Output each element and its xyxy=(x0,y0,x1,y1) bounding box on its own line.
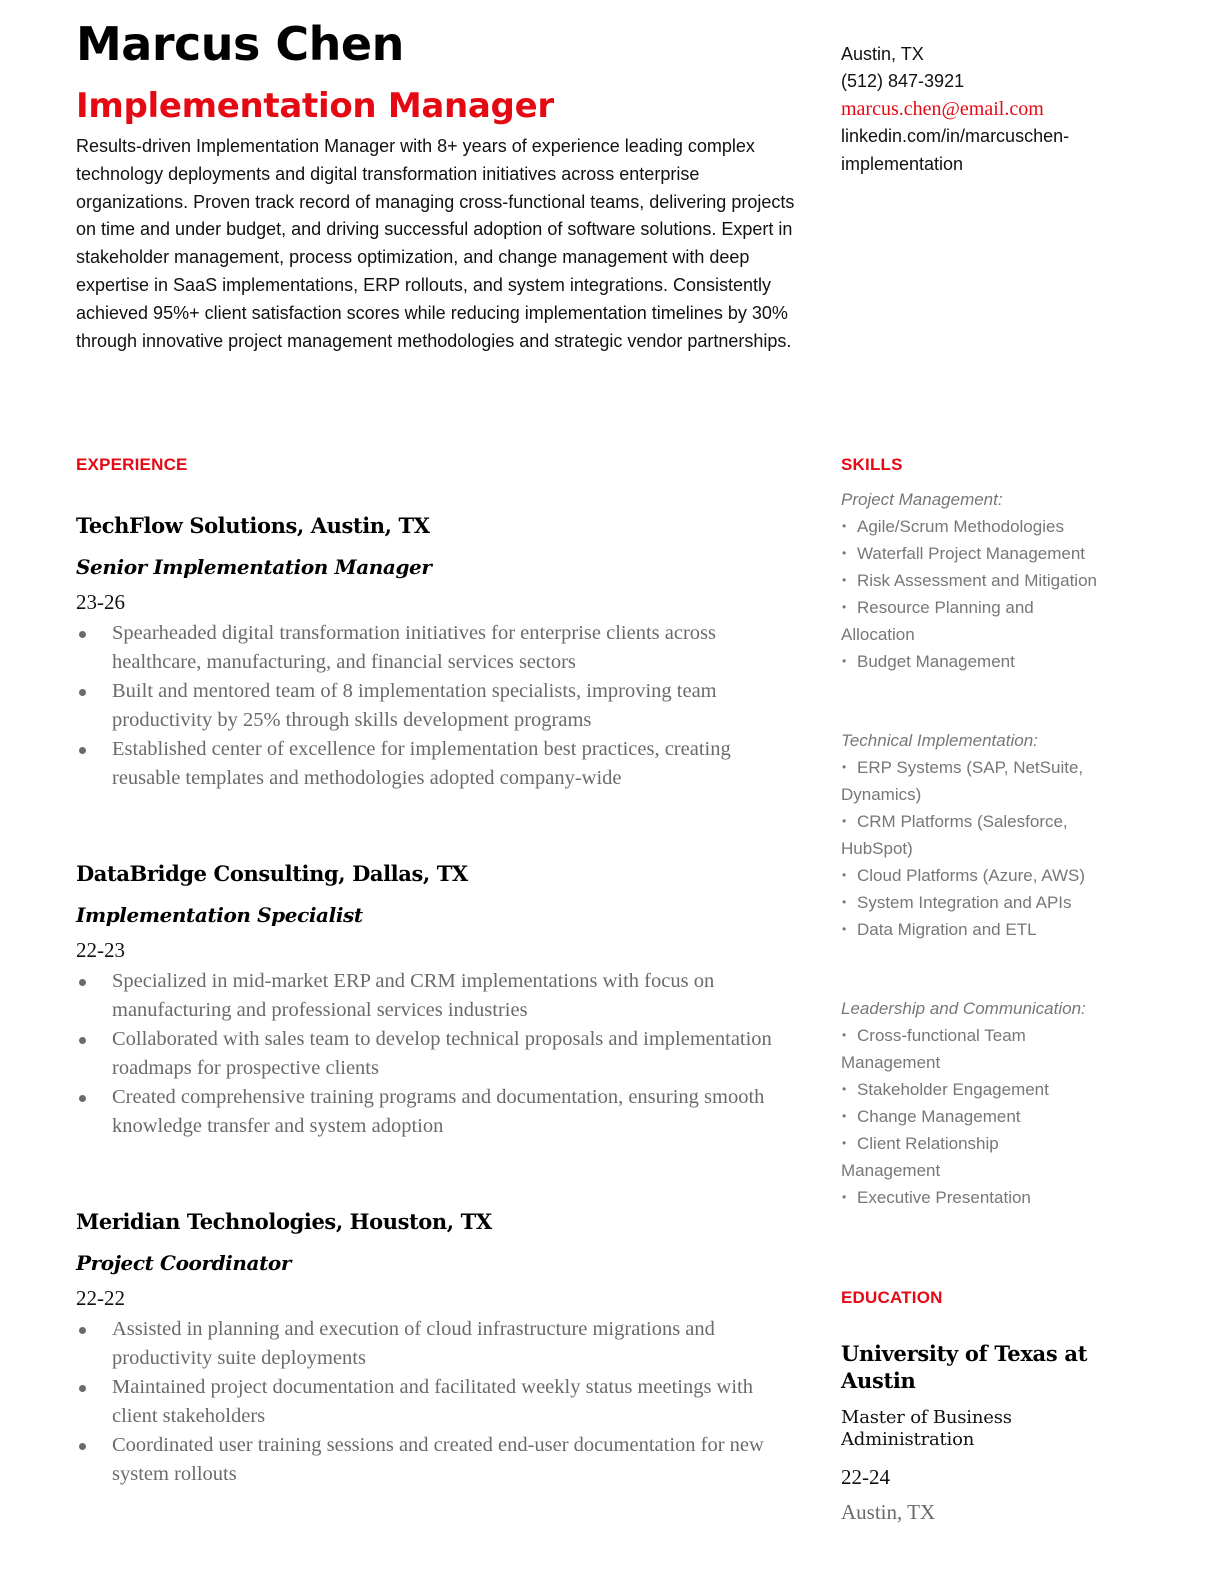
skill-text: Client Relationship Management xyxy=(841,1134,999,1180)
job-bullets xyxy=(76,619,796,793)
bullet-icon: • xyxy=(842,814,847,828)
bullet-text: Established center of excellence for implementation best practices, creating reusable templates and methodologies adopted company-wide xyxy=(112,738,731,789)
skills-category: Leadership and Communication: xyxy=(841,999,1086,1018)
job-bullet xyxy=(76,967,796,1025)
skill-item xyxy=(841,1076,1131,1103)
skill-item xyxy=(841,754,1091,808)
experience-entry xyxy=(76,1207,796,1489)
skill-item xyxy=(841,862,1131,889)
bullet-dot-icon xyxy=(79,689,86,696)
bullet-icon: • xyxy=(842,600,847,614)
skill-item xyxy=(841,1130,1021,1184)
education-location: Austin, TX xyxy=(841,1500,936,1524)
candidate-title: Implementation Manager xyxy=(76,86,554,126)
bullet-icon: • xyxy=(842,519,847,533)
job-bullet xyxy=(76,619,796,677)
contact-block xyxy=(841,41,1141,178)
skills-group-technical-implementation xyxy=(841,727,1131,943)
skill-text: Agile/Scrum Methodologies xyxy=(857,517,1064,536)
skills-group-leadership xyxy=(841,995,1131,1211)
job-bullet xyxy=(76,1315,796,1373)
bullet-icon: • xyxy=(842,654,847,668)
job-bullet xyxy=(76,1431,796,1489)
bullet-dot-icon xyxy=(79,1443,86,1450)
experience-entry xyxy=(76,859,796,1141)
bullet-dot-icon xyxy=(79,1037,86,1044)
skill-text: Risk Assessment and Mitigation xyxy=(857,571,1097,590)
job-role: Implementation Specialist xyxy=(76,903,363,927)
bullet-icon: • xyxy=(842,1136,847,1150)
contact-email-link[interactable]: marcus.chen@email.com xyxy=(841,97,1044,120)
bullet-icon: • xyxy=(842,922,847,936)
skills-group-project-management xyxy=(841,486,1131,675)
skill-text: Data Migration and ETL xyxy=(857,920,1037,939)
bullet-icon: • xyxy=(842,1109,847,1123)
company-name: Meridian Technologies, Houston, TX xyxy=(76,1209,492,1234)
skills-category: Technical Implementation: xyxy=(841,731,1038,750)
skill-text: CRM Platforms (Salesforce, HubSpot) xyxy=(841,812,1068,858)
job-bullet xyxy=(76,677,796,735)
skill-text: Waterfall Project Management xyxy=(857,544,1086,563)
bullet-icon: • xyxy=(842,895,847,909)
contact-location: Austin, TX xyxy=(841,44,924,64)
degree: Master of Business Administration xyxy=(841,1407,1012,1450)
skill-item xyxy=(841,648,1131,675)
skill-text: Change Management xyxy=(857,1107,1021,1126)
professional-summary: Results-driven Implementation Manager with 8+ years of experience leading complex technology deployments and digital transformation initiatives across enterprise organizations. Proven track record of managing cross-functional teams, delivering projects on time and under budget, and driving successful adoption of software solutions. Expert in stakeholder management, process optimization, and change management with deep expertise in SaaS implementations, ERP rollouts, and system integrations. Consistently achieved 95%+ client satisfaction scores while reducing implementation timelines by 30% through innovative project management methodologies and strategic vendor partnerships. xyxy=(76,136,795,351)
education-entry xyxy=(841,1340,1131,1527)
skills-heading: SKILLS xyxy=(841,455,903,474)
education-dates: 22-24 xyxy=(841,1465,890,1489)
skill-item xyxy=(841,1184,1131,1211)
job-bullet xyxy=(76,1373,796,1431)
skill-text: Stakeholder Engagement xyxy=(857,1080,1049,1099)
skill-text: Cloud Platforms (Azure, AWS) xyxy=(857,866,1085,885)
skill-text: Executive Presentation xyxy=(857,1188,1031,1207)
bullet-text: Assisted in planning and execution of cloud infrastructure migrations and productivity suite deployments xyxy=(112,1318,715,1369)
job-bullet xyxy=(76,735,796,793)
bullet-icon: • xyxy=(842,573,847,587)
bullet-icon: • xyxy=(842,1028,847,1042)
job-bullet xyxy=(76,1025,796,1083)
bullet-text: Coordinated user training sessions and created end-user documentation for new system rollouts xyxy=(112,1434,764,1485)
bullet-dot-icon xyxy=(79,979,86,986)
bullet-dot-icon xyxy=(79,631,86,638)
skills-category: Project Management: xyxy=(841,490,1003,509)
job-role: Senior Implementation Manager xyxy=(76,555,432,579)
bullet-dot-icon xyxy=(79,1327,86,1334)
bullet-text: Collaborated with sales team to develop technical proposals and implementation roadmaps for prospective clients xyxy=(112,1028,772,1079)
skill-text: Resource Planning and Allocation xyxy=(841,598,1034,644)
bullet-icon: • xyxy=(842,1082,847,1096)
skill-text: System Integration and APIs xyxy=(857,893,1072,912)
bullet-text: Specialized in mid-market ERP and CRM implementations with focus on manufacturing and professional services industries xyxy=(112,970,715,1021)
bullet-icon: • xyxy=(842,1190,847,1204)
job-dates: 23-26 xyxy=(76,590,125,614)
contact-phone: (512) 847-3921 xyxy=(841,71,965,92)
bullet-text: Maintained project documentation and facilitated weekly status meetings with client stakeholders xyxy=(112,1376,754,1427)
experience-heading: EXPERIENCE xyxy=(76,455,188,474)
company-name: DataBridge Consulting, Dallas, TX xyxy=(76,861,468,886)
experience-entry xyxy=(76,511,796,793)
skill-text: Cross-functional Team Management xyxy=(841,1026,1026,1072)
bullet-text: Built and mentored team of 8 implementation specialists, improving team productivity by 25% through skills development programs xyxy=(112,680,717,731)
skill-item xyxy=(841,889,1131,916)
job-role: Project Coordinator xyxy=(76,1251,291,1275)
skill-item xyxy=(841,808,1081,862)
job-dates: 22-23 xyxy=(76,938,125,962)
job-bullets xyxy=(76,967,796,1141)
bullet-text: Created comprehensive training programs and documentation, ensuring smooth knowledge transfer and system adoption xyxy=(112,1086,765,1137)
job-bullets xyxy=(76,1315,796,1489)
candidate-name: Marcus Chen xyxy=(76,17,404,71)
bullet-icon: • xyxy=(842,546,847,560)
bullet-dot-icon xyxy=(79,1095,86,1102)
job-bullet xyxy=(76,1083,796,1141)
bullet-icon: • xyxy=(842,760,847,774)
skill-item xyxy=(841,513,1131,540)
education-heading: EDUCATION xyxy=(841,1288,943,1307)
linkedin-line-1: linkedin.com/in/marcuschen- xyxy=(841,126,1070,147)
bullet-dot-icon xyxy=(79,1385,86,1392)
skill-item xyxy=(841,916,1131,943)
skill-item xyxy=(841,567,1131,594)
skill-item xyxy=(841,540,1131,567)
skill-text: Budget Management xyxy=(857,652,1015,671)
company-name: TechFlow Solutions, Austin, TX xyxy=(76,513,430,538)
skill-item xyxy=(841,1103,1131,1130)
bullet-dot-icon xyxy=(79,747,86,754)
contact-linkedin-link[interactable] xyxy=(841,123,1141,178)
bullet-icon: • xyxy=(842,868,847,882)
skill-item xyxy=(841,594,1051,648)
bullet-text: Spearheaded digital transformation initiatives for enterprise clients across healthcare, manufacturing, and financial services sectors xyxy=(112,622,716,673)
school-name: University of Texas at Austin xyxy=(841,1341,1088,1393)
skill-item xyxy=(841,1022,1051,1076)
job-dates: 22-22 xyxy=(76,1286,125,1310)
skill-text: ERP Systems (SAP, NetSuite, Dynamics) xyxy=(841,758,1084,804)
linkedin-line-2: implementation xyxy=(841,153,964,174)
